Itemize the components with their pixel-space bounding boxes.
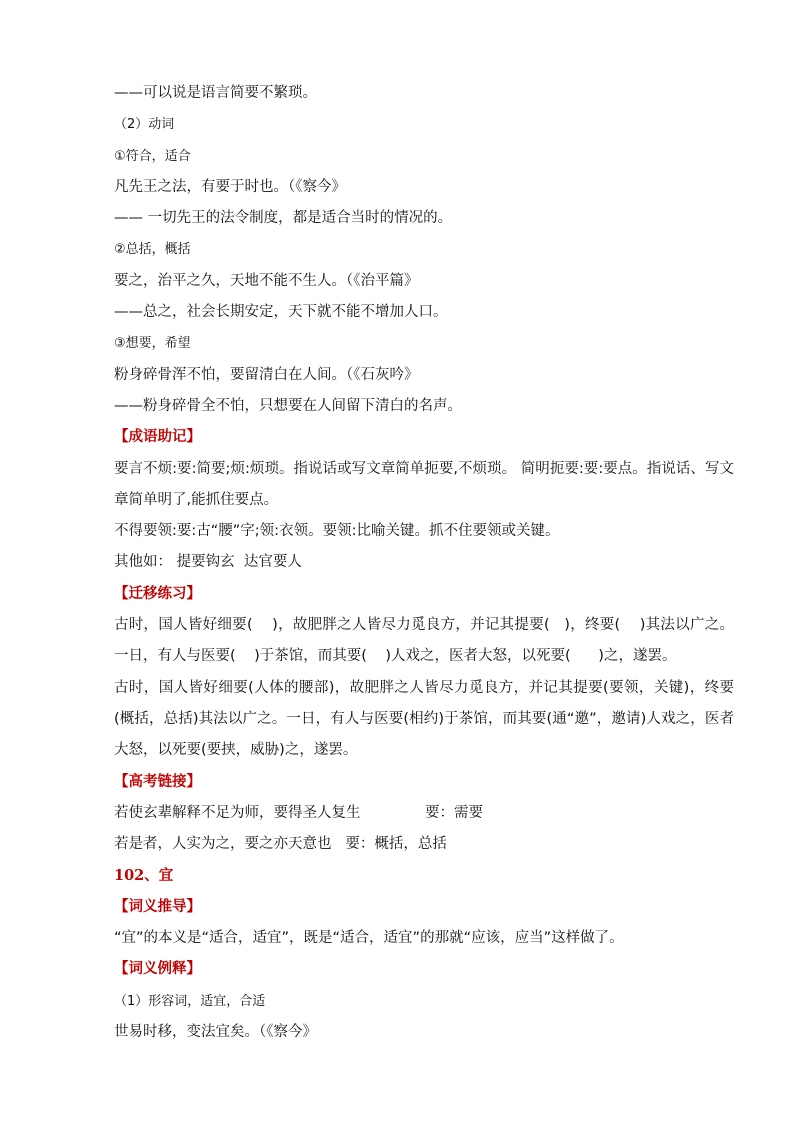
translation-line: ——粉身碎骨全不怕，只想要在人间留下清白的名声。	[114, 397, 462, 414]
section-header-derivation: 【词义推导】	[114, 898, 201, 915]
sense-heading: （1）形容词，适宜，合适	[114, 993, 266, 1009]
exam-line: 若是者，人实为之，要之亦天意也 要：概括，总括	[114, 836, 447, 853]
derivation-line: “宜”的本义是“适合，适宜”，既是“适合，适宜”的那就“应该，应当”这样做了。	[114, 930, 624, 947]
exam-line: 若使玄辈解释不足为师，要得圣人复生 要：需要	[114, 804, 484, 821]
example-sentence: 要之，治平之久，天地不能不生人。（《治平篇》	[114, 272, 419, 289]
sense-item: ②总括，概括	[114, 242, 191, 258]
example-sentence: 世易时移，变法宜矣。（《察今》	[114, 1023, 317, 1040]
sense-heading: （2）动词	[114, 117, 175, 133]
translation-line: —— 一切先王的法令制度，都是适合当时的情况的。	[114, 210, 453, 227]
translation-line: ——总之，社会长期安定，天下就不能不增加人口。	[114, 304, 448, 321]
sense-item: ①符合，适合	[114, 148, 191, 164]
idiom-line: 不得要领:要:古“腰”字;领:衣领。要领:比喻关键。抓不住要领或关键。	[114, 523, 560, 540]
section-header-examples: 【词义例释】	[114, 961, 201, 978]
sense-item: ③想要，希望	[114, 336, 191, 352]
idiom-line: 其他如： 提要钩玄 达官要人	[114, 554, 302, 571]
section-header-exercise: 【迁移练习】	[114, 585, 201, 602]
example-sentence: 粉身碎骨浑不怕，要留清白在人间。（《石灰吟》	[114, 366, 419, 383]
idiom-paragraph: 要言不烦:要:简要;烦:烦琐。指说话或写文章简单扼要,不烦琐。 简明扼要:要:要点。指说话、写文章简单明了,能抓住要点。	[114, 460, 734, 508]
example-sentence: 凡先王之法，有要于时也。（《察今》	[114, 178, 346, 195]
document-page	[114, 78, 734, 1048]
entry-title: 102、宜	[114, 867, 174, 885]
explanation-line: ——可以说是语言简要不繁琐。	[114, 85, 317, 101]
section-header-exam: 【高考链接】	[114, 773, 201, 790]
section-header-idiom: 【成语助记】	[114, 429, 201, 446]
exercise-paragraph: 古时，国人皆好细要( )，故肥胖之人皆尽力觅良方，并记其提要( )，终要( )其法以广之。一日，有人与医要( )于茶馆，而其要( )人戏之，医者大怒，以死要( )之，遂罢。	[114, 617, 734, 665]
exercise-answer-paragraph: 古时，国人皆好细要(人体的腰部)，故肥胖之人皆尽力觅良方，并记其提要(要领，关键)，终要(概括，总括)其法以广之。一日，有人与医要(相约)于茶馆，而其要(通“邀”，邀请)人戏之，医者大怒，以死要(要挟，威胁)之，遂罢。	[114, 679, 734, 759]
